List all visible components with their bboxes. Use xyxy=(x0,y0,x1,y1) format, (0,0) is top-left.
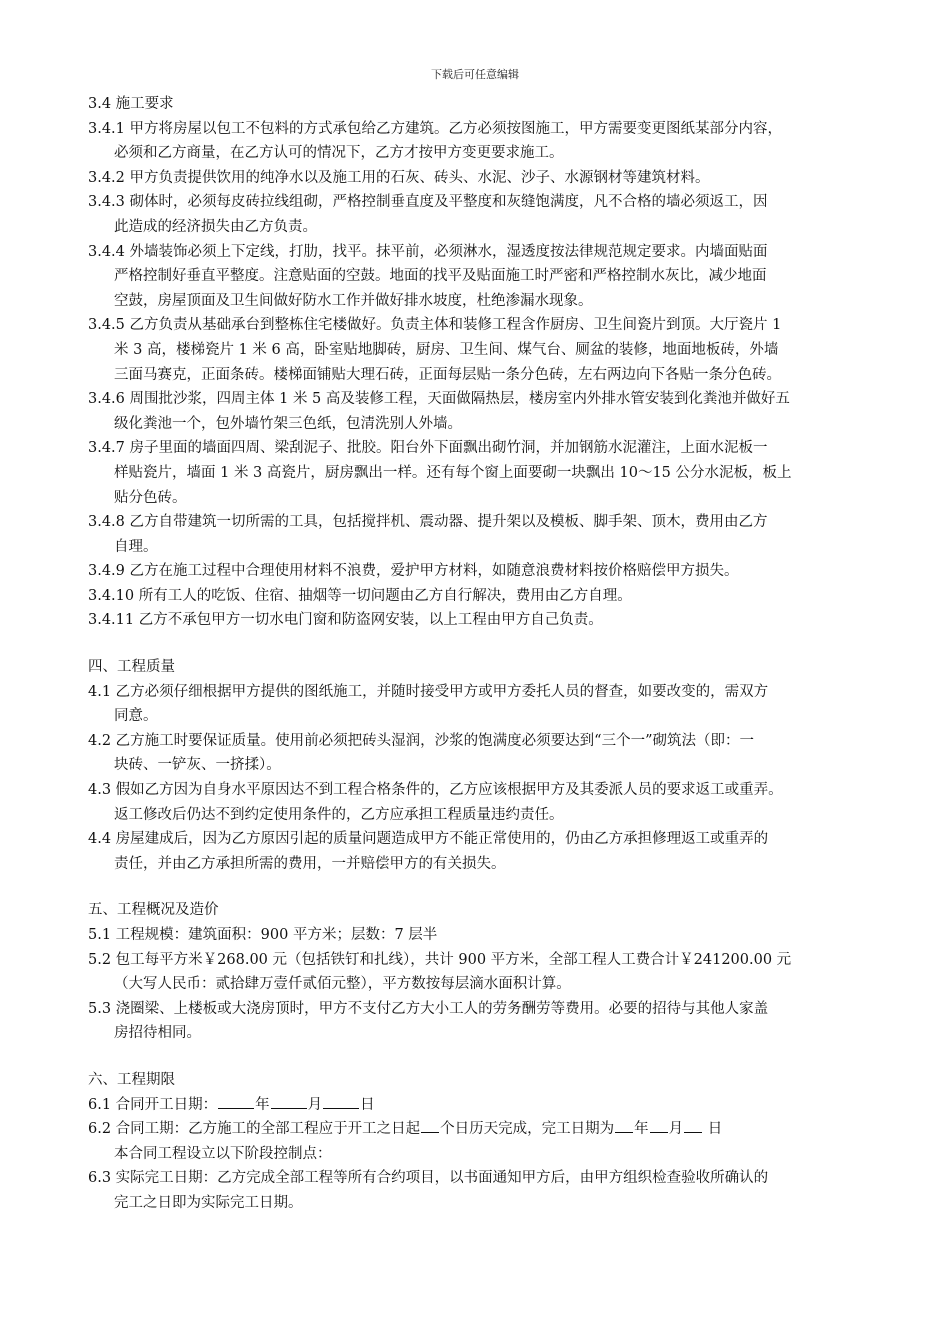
clause-line: 三面马赛克，正面条砖。楼梯面铺贴大理石砖，正面每层贴一条分色砖，左右两边向下各贴一条分色砖。 xyxy=(114,366,781,383)
clause-6-2 xyxy=(88,1117,888,1142)
clause-line: 3.4.4 外墙装饰必须上下定线，打肋，找平。抹平前，必须淋水，湿透度按法律规范规定要求。内墙面贴面 xyxy=(88,243,768,260)
spacer xyxy=(88,876,888,898)
page-header-note: 下载后可任意编辑 xyxy=(431,68,519,81)
finish-year-blank[interactable] xyxy=(615,1117,633,1133)
section-5-title: 五、工程概况及造价 xyxy=(88,902,219,919)
year-label: 年 xyxy=(255,1096,270,1113)
clause-line: 3.4.7 房子里面的墙面四周、梁刮泥子、批胶。阳台外下面飘出砌竹洞，并加钢筋水泥灌注，上面水泥板一 xyxy=(88,440,768,457)
clause-line: 空鼓，房屋顶面及卫生间做好防水工作并做好排水坡度，杜绝渗漏水现象。 xyxy=(114,292,593,309)
clause-line: 4.2 乙方施工时要保证质量。使用前必须把砖头湿润，沙浆的饱满度必须要达到“三个一”砌筑法（即：一 xyxy=(88,732,754,749)
clause-line: 3.4.2 甲方负责提供饮用的纯净水以及施工用的石灰、砖头、水泥、沙子、水源钢材等建筑材料。 xyxy=(88,169,710,186)
clause-line: 4.3 假如乙方因为自身水平原因达不到工程合格条件的，乙方应该根据甲方及其委派人员的要求返工或重弄。 xyxy=(88,782,783,799)
clause-line: 严格控制好垂直平整度。注意贴面的空鼓。地面的找平及贴面施工时严密和严格控制水灰比，减少地面 xyxy=(114,268,767,285)
year-label: 年 xyxy=(634,1121,649,1138)
clause-line: 3.4.1 甲方将房屋以包工不包料的方式承包给乙方建筑。乙方必须按图施工，甲方需要变更图纸某部分内容， xyxy=(88,120,782,137)
clause-line: 责任，并由乙方承担所需的费用，一并赔偿甲方的有关损失。 xyxy=(114,855,506,872)
clause-line: 块砖、一铲灰、一挤揉）。 xyxy=(114,757,281,774)
start-month-blank[interactable] xyxy=(271,1093,307,1109)
clause-line: 贴分色砖。 xyxy=(114,489,187,506)
clause-line: 返工修改后仍达不到约定使用条件的，乙方应承担工程质量违约责任。 xyxy=(114,806,564,823)
clause-line: 4.4 房屋建成后，因为乙方原因引起的质量问题造成甲方不能正常使用的，仍由乙方承担修理返工或重弄的 xyxy=(88,831,769,848)
clause-line: 5.1 工程规模：建筑面积：900 平方米；层数：7 层半 xyxy=(88,927,438,943)
clause-line: 3.4.9 乙方在施工过程中合理使用材料不浪费，爱护甲方材料，如随意浪费材料按价格赔偿甲方损失。 xyxy=(88,563,739,580)
section-4-items xyxy=(88,680,888,877)
clause-line: 样贴瓷片，墙面 1 米 3 高瓷片，厨房飘出一样。还有每个窗上面要砌一块飘出 10～15 公分水泥板，板上 xyxy=(114,464,792,481)
spacer xyxy=(88,633,888,655)
clause-line: 米 3 高，楼梯瓷片 1 米 6 高，卧室贴地脚砖，厨房、卫生间、煤气台、厕盆的装修，地面地板砖，外墙 xyxy=(114,341,779,358)
month-label: 月 xyxy=(668,1121,684,1138)
start-day-blank[interactable] xyxy=(323,1093,359,1109)
clause-line: 房招待相同。 xyxy=(114,1025,201,1042)
clause-line: 3.4.5 乙方负责从基础承台到整栋住宅楼做好。负责主体和装修工程含作厨房、卫生间瓷片到顶。大厅瓷片 1 xyxy=(88,317,782,334)
clause-line: 3.4.3 砌体时，必须每皮砖拉线组砌，严格控制垂直度及平整度和灰缝饱满度，凡不合格的墙必须返工，因 xyxy=(88,194,768,211)
clause-line: 3.4.6 周围批沙浆，四周主体 1 米 5 高及装修工程，天面做隔热层，楼房室内外排水管安装到化粪池并做好五 xyxy=(88,391,790,408)
section-6-title: 六、工程期限 xyxy=(88,1071,175,1088)
clause-6-1-prefix: 6.1 合同开工日期： xyxy=(88,1096,218,1113)
clause-line: 3.4.8 乙方自带建筑一切所需的工具，包括搅拌机、震动器、提升架以及模板、脚手架、顶木，费用由乙方 xyxy=(88,514,768,531)
clause-line: 同意。 xyxy=(114,708,158,725)
clause-6-2-subline: 本合同工程设立以下阶段控制点： xyxy=(114,1145,332,1162)
section-3-4-items xyxy=(88,117,888,633)
clause-line: 自理。 xyxy=(114,538,158,555)
section-5-items xyxy=(88,923,888,1046)
day-label: 日 xyxy=(703,1121,723,1138)
day-label: 日 xyxy=(360,1096,375,1113)
section-4-title: 四、工程质量 xyxy=(88,659,175,676)
clause-line: 3.4.10 所有工人的吃饭、住宿、抽烟等一切问题由乙方自行解决，费用由乙方自理。 xyxy=(88,587,632,604)
finish-day-blank[interactable] xyxy=(684,1117,702,1133)
finish-month-blank[interactable] xyxy=(650,1117,668,1133)
clause-line: 4.1 乙方必须仔细根据甲方提供的图纸施工，并随时接受甲方或甲方委托人员的督查，如要改变的，需双方 xyxy=(88,683,769,700)
month-label: 月 xyxy=(307,1096,323,1113)
clause-6-2-text-b: 个日历天完成，完工日期为 xyxy=(440,1121,615,1138)
clause-6-1 xyxy=(88,1093,888,1118)
start-year-blank[interactable] xyxy=(218,1093,254,1109)
clause-line: 必须和乙方商量，在乙方认可的情况下，乙方才按甲方变更要求施工。 xyxy=(114,145,564,162)
clause-line: 级化粪池一个，包外墙竹架三色纸，包清洗别人外墙。 xyxy=(114,415,462,432)
clause-line: （大写人民币：贰拾肆万壹仟贰佰元整），平方数按每层滴水面积计算。 xyxy=(114,976,571,993)
clause-6-2-text-a: 6.2 合同工期：乙方施工的全部工程应于开工之日起 xyxy=(88,1121,421,1138)
clause-6-3-line-2: 完工之日即为实际完工日期。 xyxy=(114,1194,303,1211)
spacer xyxy=(88,1046,888,1068)
clause-6-3-line-1: 6.3 实际完工日期：乙方完成全部工程等所有合约项目，以书面通知甲方后，由甲方组织检查验收所确认的 xyxy=(88,1170,769,1187)
clause-line: 3.4.11 乙方不承包甲方一切水电门窗和防盗网安装，以上工程由甲方自己负责。 xyxy=(88,612,603,629)
document-body xyxy=(88,92,888,1216)
duration-days-blank[interactable] xyxy=(421,1117,439,1133)
clause-line: 5.2 包工每平方米￥268.00 元（包括铁钉和扎线），共计 900 平方米，全部工程人工费合计￥241200.00 元 xyxy=(88,951,792,968)
clause-line: 此造成的经济损失由乙方负责。 xyxy=(114,218,317,235)
section-3-4-title: 3.4 施工要求 xyxy=(88,96,174,112)
clause-line: 5.3 浇圈梁、上楼板或大浇房顶时，甲方不支付乙方大小工人的劳务酬劳等费用。必要的招待与其他人家盖 xyxy=(88,1000,769,1017)
